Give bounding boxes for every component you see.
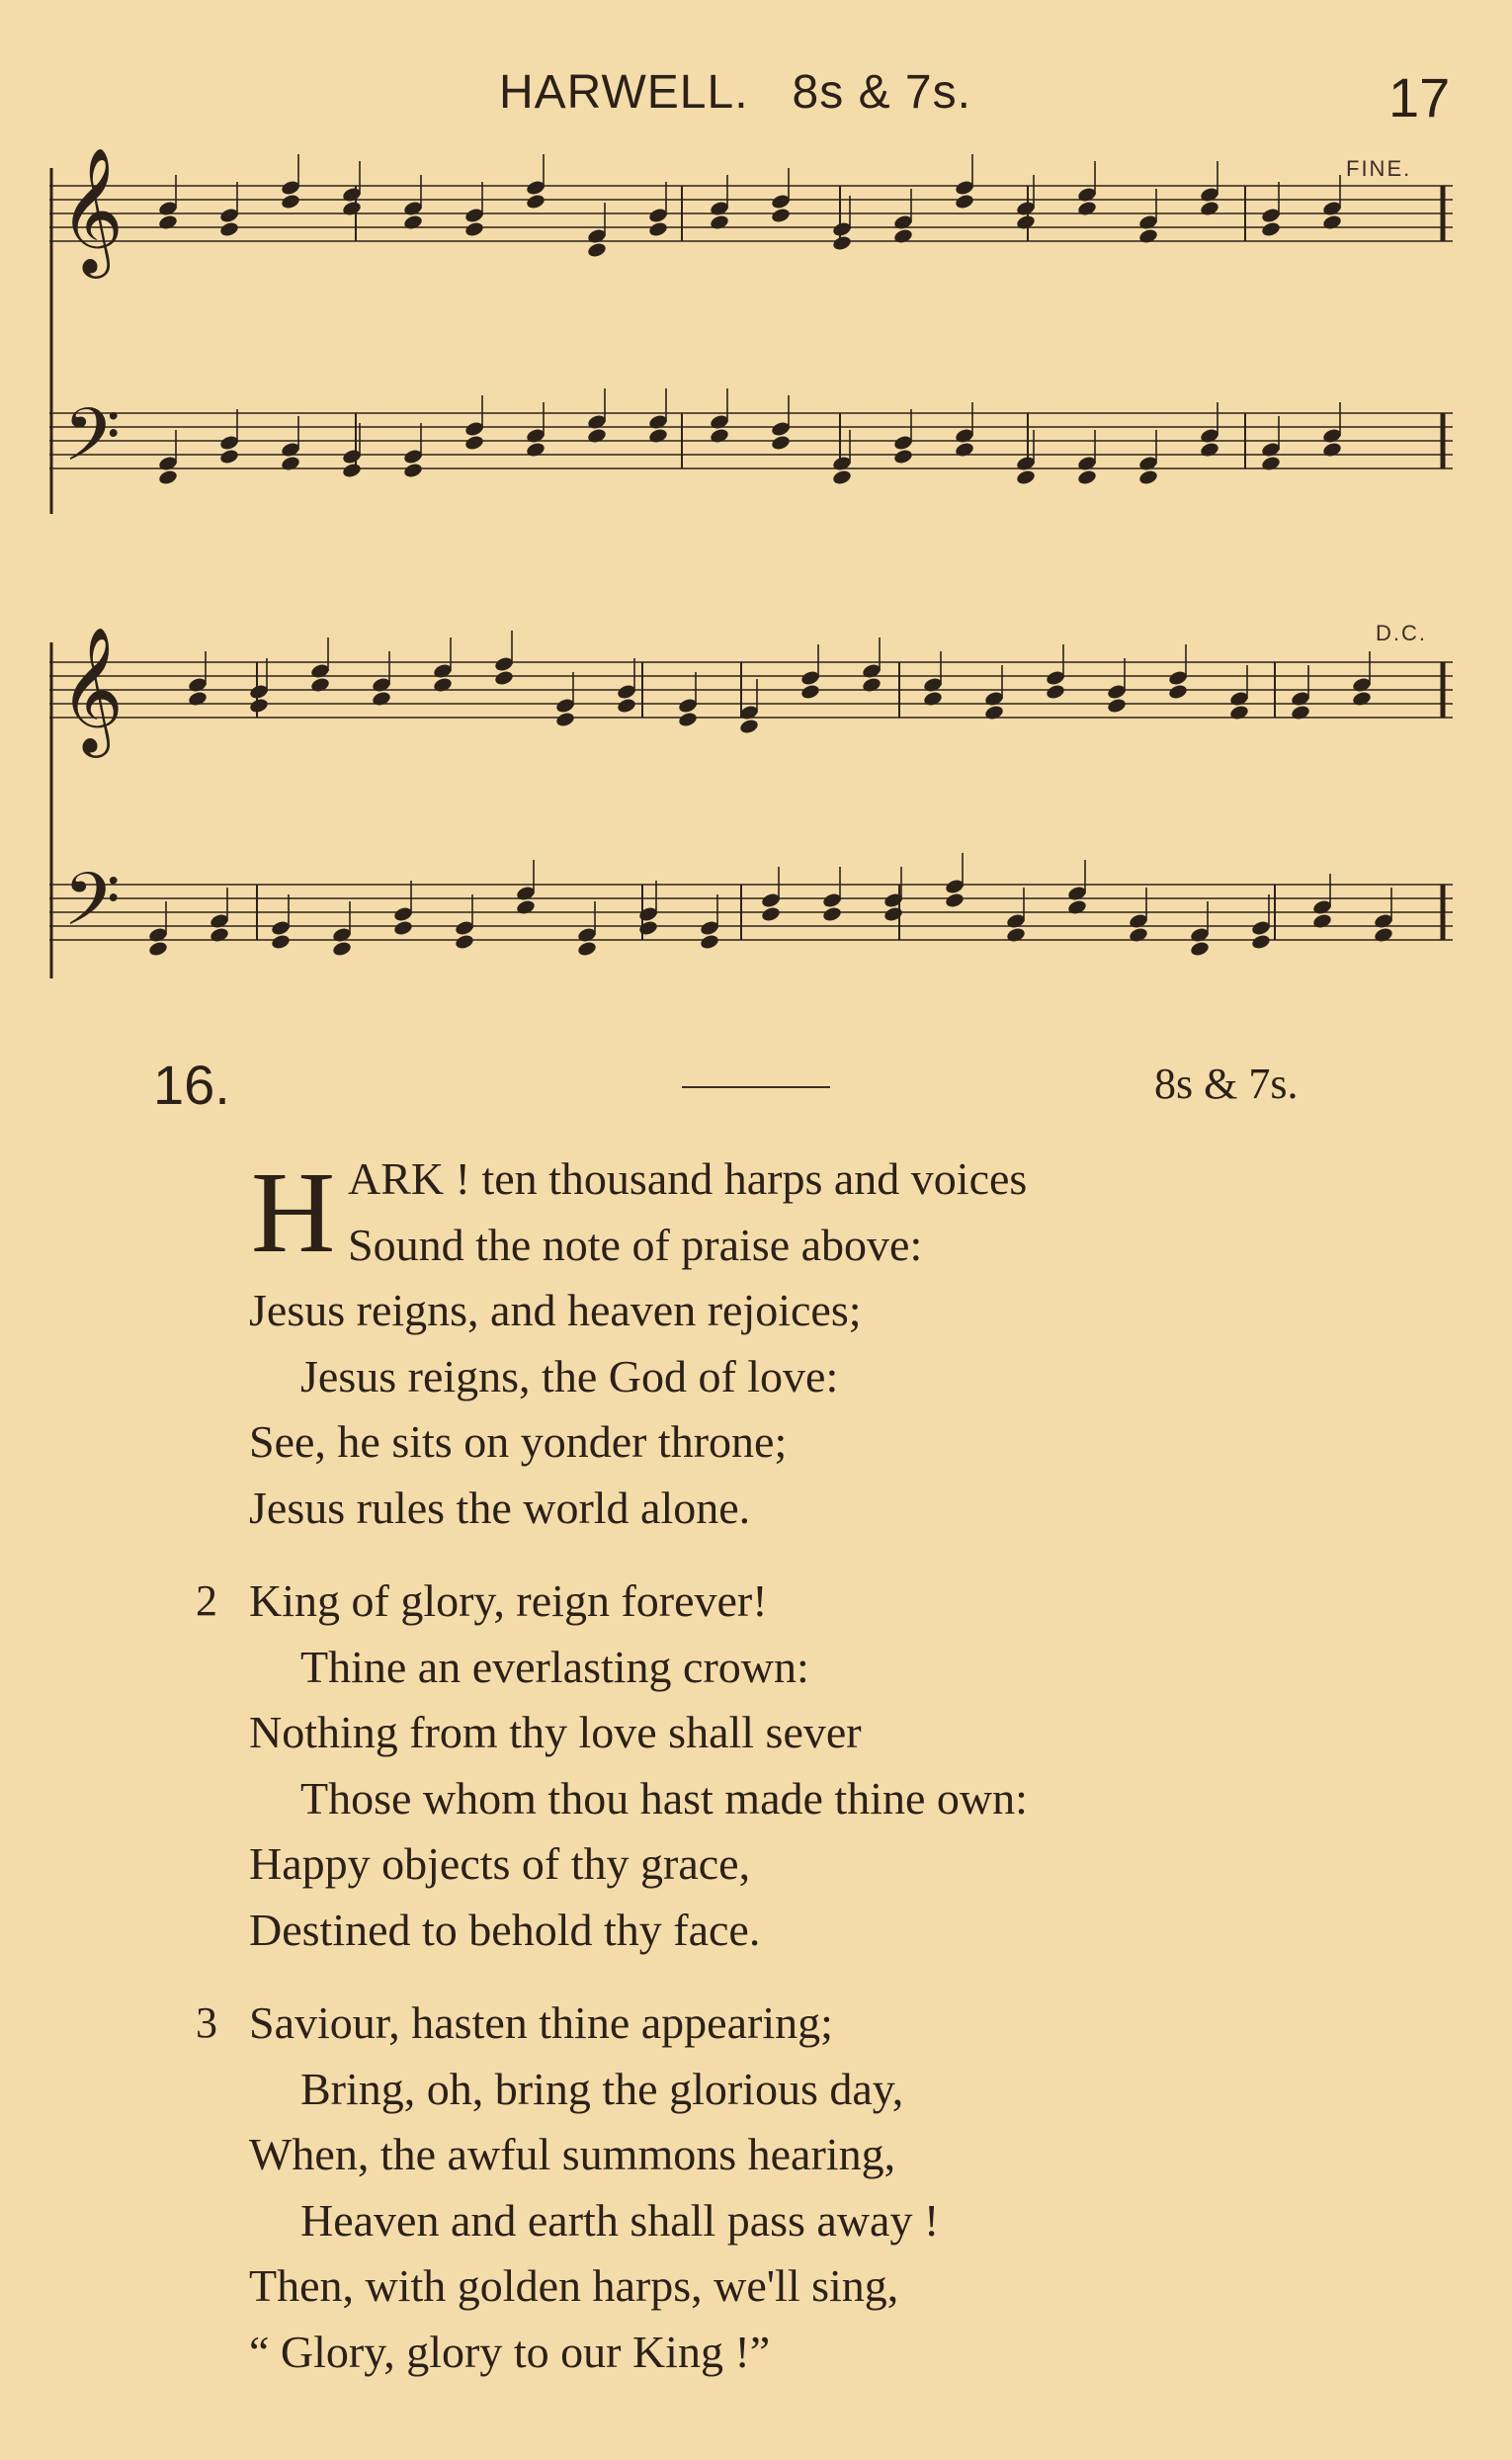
hymn-header	[0, 1053, 1512, 1122]
notehead	[576, 940, 597, 957]
notehead	[586, 241, 607, 258]
verse-line	[0, 1476, 1512, 1542]
bass-clef-icon-2: 𝄢	[63, 857, 121, 961]
verse-line	[0, 1898, 1512, 1964]
clefs	[59, 148, 124, 961]
verse-line	[0, 1278, 1512, 1344]
notehead	[493, 669, 514, 686]
verse-line	[0, 2122, 1512, 2188]
notehead	[831, 468, 852, 485]
notehead	[1076, 200, 1097, 216]
notehead	[699, 933, 719, 950]
verse-line	[0, 1635, 1512, 1701]
verse-line-text: Those whom thou hast made thine own:	[300, 1772, 1028, 1824]
verse-line	[0, 2188, 1512, 2254]
notehead	[454, 933, 474, 950]
stanza-number: 3	[196, 1998, 217, 2047]
notehead	[554, 711, 575, 727]
header-divider	[682, 1086, 830, 1088]
tune-name: HARWELL.	[499, 66, 749, 119]
music-score	[49, 148, 1463, 1008]
notehead	[525, 441, 546, 458]
treble-clef-icon-2: 𝄞	[59, 626, 125, 752]
notehead	[1005, 926, 1026, 943]
notehead	[432, 676, 453, 693]
notehead	[309, 676, 330, 693]
verse-line-text: See, he sits on yonder throne;	[249, 1416, 788, 1467]
notehead	[157, 468, 178, 485]
verse-line-text: Destined to behold thy face.	[249, 1904, 761, 1955]
verse-line	[0, 2320, 1512, 2386]
verse-line	[0, 1146, 1512, 1213]
drop-cap: H	[251, 1147, 336, 1277]
verse-line-text: King of glory, reign forever!	[249, 1575, 768, 1626]
verse-line-text: Happy objects of thy grace,	[249, 1838, 751, 1889]
notehead	[463, 434, 484, 451]
notehead	[831, 234, 852, 251]
notehead	[799, 683, 820, 700]
stanza-1	[0, 1146, 1512, 1541]
notehead	[248, 697, 269, 714]
notehead	[1321, 441, 1342, 458]
verse-line	[0, 1409, 1512, 1476]
verse-line-text: Nothing from thy love shall sever	[249, 1707, 862, 1757]
notehead	[1045, 683, 1065, 700]
stanza-2	[0, 1569, 1512, 1963]
verse-line-text: Jesus reigns, and heaven rejoices;	[249, 1285, 862, 1335]
notehead	[1128, 926, 1148, 943]
verse-line	[0, 1700, 1512, 1766]
notes	[147, 154, 1393, 958]
notehead	[515, 898, 536, 915]
music-notation	[49, 148, 1463, 1008]
fine-label: FINE.	[1346, 156, 1412, 181]
notehead	[1199, 441, 1219, 458]
tune-title	[499, 65, 971, 120]
notehead	[157, 213, 178, 230]
page-number: 17	[1388, 66, 1451, 128]
notehead	[1137, 468, 1158, 485]
notehead	[1015, 468, 1036, 485]
notehead	[218, 220, 239, 237]
verse-line-text: Jesus reigns, the God of love:	[300, 1350, 839, 1401]
notehead	[1228, 704, 1249, 721]
verse-line-text: When, the awful summons hearing,	[249, 2129, 896, 2179]
verse-line-text: “ Glory, glory to our King !”	[249, 2326, 771, 2377]
verse-line-text: Jesus rules the world alone.	[249, 1482, 751, 1533]
verse-line	[0, 1569, 1512, 1635]
notehead	[954, 193, 974, 210]
bar-lines	[51, 168, 1443, 978]
verse-line-text: Saviour, hasten thine appearing;	[249, 1997, 833, 2048]
verse-line	[0, 2057, 1512, 2123]
notehead	[892, 448, 913, 465]
verse-line-text: ARK ! ten thousand harps and voices	[348, 1153, 1028, 1204]
notehead	[882, 905, 903, 922]
verse-line-text: Sound the note of praise above:	[348, 1219, 923, 1270]
notehead	[1250, 933, 1271, 950]
notehead	[209, 926, 229, 943]
notehead	[1373, 926, 1393, 943]
notehead	[709, 213, 729, 230]
notehead	[770, 207, 791, 223]
notehead	[187, 690, 208, 707]
notehead	[892, 227, 913, 244]
notehead	[1189, 940, 1210, 957]
notehead	[677, 711, 698, 727]
notehead	[1167, 683, 1188, 700]
notehead	[392, 919, 413, 936]
notehead	[1066, 898, 1087, 915]
verse-line	[0, 1766, 1512, 1832]
notehead	[1015, 213, 1036, 230]
notehead	[331, 940, 352, 957]
dc-label: D.C.	[1376, 621, 1427, 645]
hymn-meter: 8s & 7s.	[1154, 1060, 1299, 1108]
tune-meter: 8s & 7s.	[792, 66, 971, 119]
verse-line	[0, 1831, 1512, 1898]
notehead	[821, 905, 842, 922]
notehead	[709, 427, 729, 444]
verse-line	[0, 1213, 1512, 1279]
notehead	[922, 690, 943, 707]
verse-line-text: Then, with golden harps, we'll sing,	[249, 2260, 899, 2311]
stanza-number: 2	[196, 1576, 217, 1625]
notehead	[1311, 912, 1332, 929]
notehead	[371, 690, 391, 707]
notehead	[463, 220, 484, 237]
verse-line-text: Bring, oh, bring the glorious day,	[300, 2063, 904, 2114]
notehead	[586, 427, 607, 444]
stanza-3	[0, 1991, 1512, 2385]
notehead	[616, 697, 636, 714]
notehead	[770, 434, 791, 451]
notehead	[218, 448, 239, 465]
notehead	[402, 213, 423, 230]
page-header	[0, 59, 1512, 138]
notehead	[1137, 227, 1158, 244]
notehead	[341, 200, 362, 216]
notehead	[1199, 200, 1219, 216]
notehead	[1321, 213, 1342, 230]
notehead	[147, 940, 168, 957]
verse-line	[0, 1991, 1512, 2057]
notehead	[1260, 220, 1281, 237]
notehead	[637, 919, 658, 936]
notehead	[1351, 690, 1372, 707]
notehead	[1260, 455, 1281, 471]
notehead	[402, 462, 423, 478]
verse-line	[0, 1344, 1512, 1410]
notehead	[954, 441, 974, 458]
notehead	[647, 427, 668, 444]
staff-lines	[49, 186, 1453, 940]
verse-line-text: Heaven and earth shall pass away !	[300, 2194, 940, 2246]
verse-line-text: Thine an everlasting crown:	[300, 1641, 809, 1692]
hymn-verses	[0, 1146, 1512, 2413]
notehead	[280, 193, 300, 210]
notehead	[525, 193, 546, 210]
notehead	[1076, 468, 1097, 485]
bass-clef-icon: 𝄢	[63, 392, 121, 496]
notehead	[983, 704, 1004, 721]
notehead	[1106, 697, 1127, 714]
notehead	[760, 905, 781, 922]
notehead	[1290, 704, 1310, 721]
notehead	[270, 933, 291, 950]
notehead	[341, 462, 362, 478]
verse-line	[0, 2253, 1512, 2320]
hymn-number: 16.	[153, 1054, 230, 1116]
notehead	[944, 891, 965, 908]
notehead	[861, 676, 882, 693]
notehead	[280, 455, 300, 471]
notehead	[738, 718, 759, 734]
treble-clef-icon: 𝄞	[59, 148, 125, 273]
notehead	[647, 220, 668, 237]
